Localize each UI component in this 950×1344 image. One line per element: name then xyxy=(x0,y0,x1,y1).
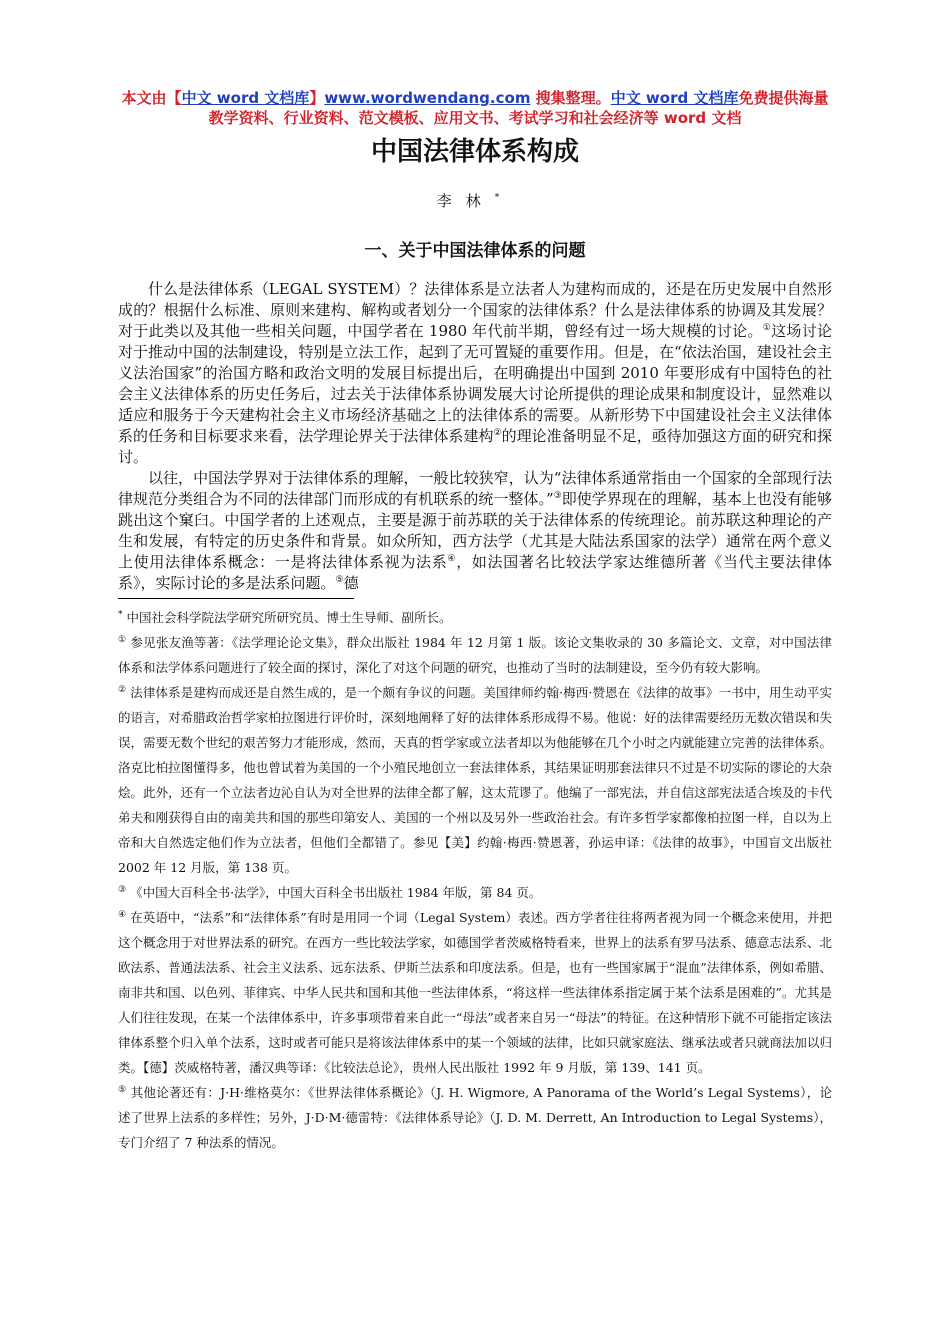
footnote-mark-4: ④ xyxy=(118,909,127,920)
footnote-mark-5: ⑤ xyxy=(118,1084,127,1095)
banner-link-library-2[interactable]: 中文 word 文档库 xyxy=(610,89,739,107)
paragraph-2 xyxy=(118,468,832,594)
footnote-1-text: 参见张友渔等著：《法学理论论文集》，群众出版社 1984 年 12 月第 1 版。该论文集收录的 30 多篇论文、文章，对中国法律体系和法学体系问题进行了较全面的探讨，深化了对这个问题的研究，也推动了当时的法制建设，至今仍有较大影响。 xyxy=(118,635,832,675)
footnote-ref-2: ② xyxy=(493,428,502,438)
p2-part-d: 德 xyxy=(343,574,359,592)
p2-part-a: 以往，中国法学界对于法律体系的理解，一般比较狭窄，认为“法律体系通常指由一个国家的全部现行法律规范分类组合为不同的法律部门而形成的有机联系的统一整体。” xyxy=(118,469,832,508)
footnote-4-text: 在英语中，“法系”和“法律体系”有时是用同一个词（Legal System）表述。西方学者往往将两者视为同一个概念来使用，并把这个概念用于对世界法系的研究。在西方一些比较法学家，如德国学者茨威格特看来，世界上的法系有罗马法系、德意志法系、北欧法系、普通法法系、社会主义法系、远东法系、伊斯兰法系和印度法系。但是，也有一些国家属于“混血”法律体系，例如希腊、南非共和国、以色列、菲律宾、中华人民共和国和其他一些法律体系，“将这样一些法律体系指定属于某个法系是困难的”。尤其是人们往往发现，在某一个法律体系中，许多事项带着来自此一“母法”或者来自另一“母法”的特征。在这种情形下就不可能指定该法律体系整个归入单个法系，这时或者可能只是将该法律体系中的某一个领域的法律，比如只就家庭法、继承法或者只就商法加以归类。【德】茨威格特著，潘汉典等译：《比较法总论》，贵州人民出版社 1992 年 9 月版，第 139、141 页。 xyxy=(118,910,832,1075)
banner-link-library[interactable]: 中文 word 文档库 xyxy=(181,89,310,107)
footnote-5-text: 其他论著还有：J·H·维格莫尔：《世界法律体系概论》（J. H. Wigmore, A Panorama of the World’s Legal Systems），论述了世界上法系的多样性；另外，J·D·M·德雷特：《法律体系导论》（J. D. M. Derrett, An Introduction to Legal Systems），专门介绍了 7 种法系的情况。 xyxy=(118,1085,832,1150)
footnote-mark-1: ① xyxy=(118,634,127,645)
document-title: 中国法律体系构成 xyxy=(370,137,579,167)
footnote-mark-3: ③ xyxy=(118,884,127,895)
p1-part-c: 的理论准备明显不足，亟待加强这方面的研究和探讨。 xyxy=(118,427,832,466)
banner-text-mid: 】 xyxy=(309,89,325,107)
banner-text-mid2: 搜集整理。 xyxy=(530,89,611,107)
footnote-ref-3: ③ xyxy=(553,491,562,501)
footnote-2-text: 法律体系是建构而成还是自然生成的，是一个颇有争议的问题。美国律师约翰·梅西·赞恩在《法律的故事》一书中，用生动平实的语言，对希腊政治哲学家柏拉图进行评价时，深刻地阐释了好的法律体系形成得不易。他说：好的法律需要经历无数次错误和失误，需要无数个世纪的艰苦努力才能形成，然而，天真的哲学家或立法者却以为他能够在几个小时之内就能建立完善的法律体系。洛克比柏拉图懂得多，他也曾试着为美国的一个小殖民地创立一套法律体系，其结果证明那套法律只不过是不切实际的谬论的大杂烩。此外，还有一个立法者边沁自认为对全世界的法律全都了解，这太荒谬了。他编了一部宪法，并自信这部宪法适合埃及的卡代弟夫和刚获得自由的南美共和国的那些印第安人、美国的一个州以及另外一些政治社会。有许多哲学家都像柏拉图一样，自以为上帝和大自然选定他们作为立法者，但他们全都错了。参见【美】约翰·梅西·赞恩著，孙运申译：《法律的故事》，中国盲文出版社 2002 年 12 月版，第 138 页。 xyxy=(118,685,832,875)
source-banner xyxy=(118,88,832,128)
author-footnote-mark: * xyxy=(494,193,514,203)
footnote-3-text: 《中国大百科全书·法学》，中国大百科全书出版社 1984 年版，第 84 页。 xyxy=(130,885,542,900)
footnote-3 xyxy=(118,880,832,905)
footnote-ref-4: ④ xyxy=(447,554,457,564)
section-heading: 一、关于中国法律体系的问题 xyxy=(364,241,586,261)
footnote-4 xyxy=(118,905,832,1080)
p2-part-b: 即使学界现在的理解，基本上也没有能够跳出这个窠臼。中国学者的上述观点，主要是源于前苏联的关于法律体系的传统理论。前苏联这种理论的产生和发展，有特定的历史条件和背景。如众所知，西方法学（尤其是大陆法系国家的法学）通常在两个意义上使用法律体系概念：一是将法律体系视为法系 xyxy=(118,490,832,571)
banner-text-post: 免费提供海量教学资料、行业资料、范文模板、应用文书、考试学习和社会经济等 word 文档 xyxy=(208,89,829,127)
banner-link-website[interactable]: www.wordwendang.com xyxy=(324,89,531,107)
p1-part-b: 这场讨论对于推动中国的法制建设，特别是立法工作，起到了无可置疑的重要作用。但是，在“依法治国，建设社会主义法治国家”的治国方略和政治文明的发展目标提出后，在明确提出中国到 2010 年要形成有中国特色的社会主义法律体系的历史任务后，过去关于法律体系协调发展大讨论所提供的理论成果和制度设计，显然难以适应和服务于今天建构社会主义市场经济基础之上的法律体系的需要。从新形势下中国建设社会主义法律体系的任务和目标要求来看，法学理论界关于法律体系建构 xyxy=(118,322,832,445)
footnote-ref-1: ① xyxy=(762,323,772,333)
banner-text-pre: 本文由【 xyxy=(121,89,182,107)
author-text: 李林 xyxy=(436,192,495,210)
p2-part-c: ，如法国著名比较法学家达维德所著《当代主要法律体系》，实际讨论的多是法系问题。 xyxy=(118,553,832,592)
author-name xyxy=(118,190,832,211)
p1-part-a: 什么是法律体系（LEGAL SYSTEM）？法律体系是立法者人为建构而成的，还是在历史发展中自然形成的？根据什么标准、原则来建构、解构或者划分一个国家的法律体系？什么是法律体系的协调及其发展？对于此类以及其他一些相关问题，中国学者在 1980 年代前半期，曾经有过一场大规模的讨论。 xyxy=(118,280,832,340)
footnote-2 xyxy=(118,680,832,880)
footnote-1 xyxy=(118,630,832,680)
footnotes xyxy=(118,605,832,1155)
body-text xyxy=(118,279,832,594)
footnote-author-text: 中国社会科学院法学研究所研究员、博士生导师、副所长。 xyxy=(126,610,452,625)
document-page xyxy=(118,88,832,1155)
footnote-author xyxy=(118,605,832,630)
paragraph-1 xyxy=(118,279,832,468)
footnote-mark-2: ② xyxy=(118,684,127,695)
footnote-mark-star: * xyxy=(118,609,123,620)
footnote-divider xyxy=(118,598,354,599)
footnote-ref-5: ⑤ xyxy=(335,575,344,585)
footnote-5 xyxy=(118,1080,832,1155)
